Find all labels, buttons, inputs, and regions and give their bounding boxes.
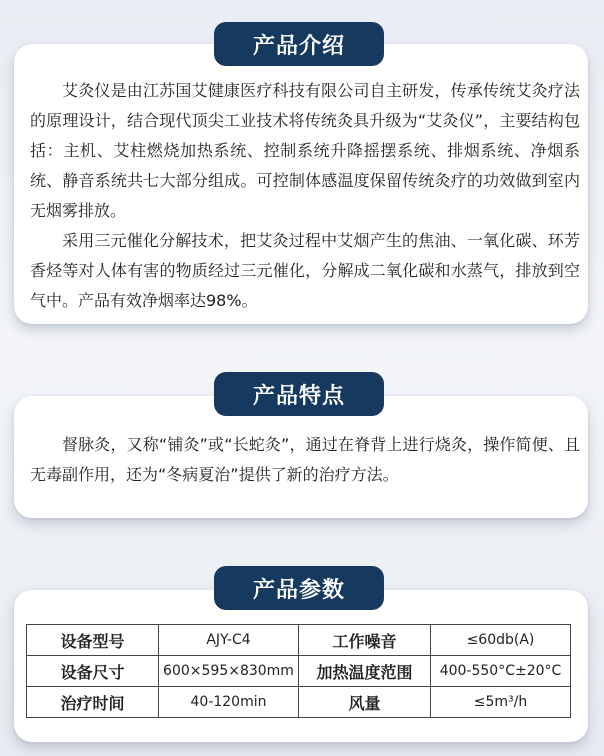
intro-paragraph-2: 采用三元催化分解技术，把艾灸过程中艾烟产生的焦油、一氧化碳、环芳香烃等对人体有害的物质经过三元催化，分解成二氧化碳和水蒸气，排放到空气中。产品有效净烟率达98%。 xyxy=(30,231,580,310)
param-label-airflow: 风量 xyxy=(299,687,431,718)
param-value-size: 600×595×830mm xyxy=(159,656,299,687)
param-label-size: 设备尺寸 xyxy=(27,656,159,687)
params-table xyxy=(26,624,571,718)
table-row xyxy=(27,656,571,687)
param-label-model: 设备型号 xyxy=(27,625,159,656)
intro-title-badge: 产品介绍 xyxy=(214,22,384,66)
param-label-temp-range: 加热温度范围 xyxy=(299,656,431,687)
intro-paragraph-1: 艾灸仪是由江苏国艾健康医疗科技有限公司自主研发，传承传统艾灸疗法的原理设计，结合现代顶尖工业技术将传统灸具升级为“艾灸仪”，主要结构包括：主机、艾柱燃烧加热系统、控制系统升降摇摆系统、排烟系统、净烟系统、静音系统共七大部分组成。可控制体感温度保留传统灸疗的功效做到室内无烟雾排放。 xyxy=(30,81,580,220)
table-row xyxy=(27,625,571,656)
param-value-treatment-time: 40-120min xyxy=(159,687,299,718)
features-paragraph: 督脉灸，又称“铺灸”或“长蛇灸”，通过在脊背上进行烧灸，操作简便、且无毒副作用，还为“冬病夏治”提供了新的治疗方法。 xyxy=(30,435,580,484)
table-row xyxy=(27,687,571,718)
param-value-noise: ≤60db(A) xyxy=(431,625,571,656)
features-title-badge: 产品特点 xyxy=(214,372,384,416)
param-label-treatment-time: 治疗时间 xyxy=(27,687,159,718)
param-label-noise: 工作噪音 xyxy=(299,625,431,656)
param-value-model: AJY-C4 xyxy=(159,625,299,656)
param-value-airflow: ≤5m³/h xyxy=(431,687,571,718)
params-title-badge: 产品参数 xyxy=(214,566,384,610)
param-value-temp-range: 400-550°C±20°C xyxy=(431,656,571,687)
